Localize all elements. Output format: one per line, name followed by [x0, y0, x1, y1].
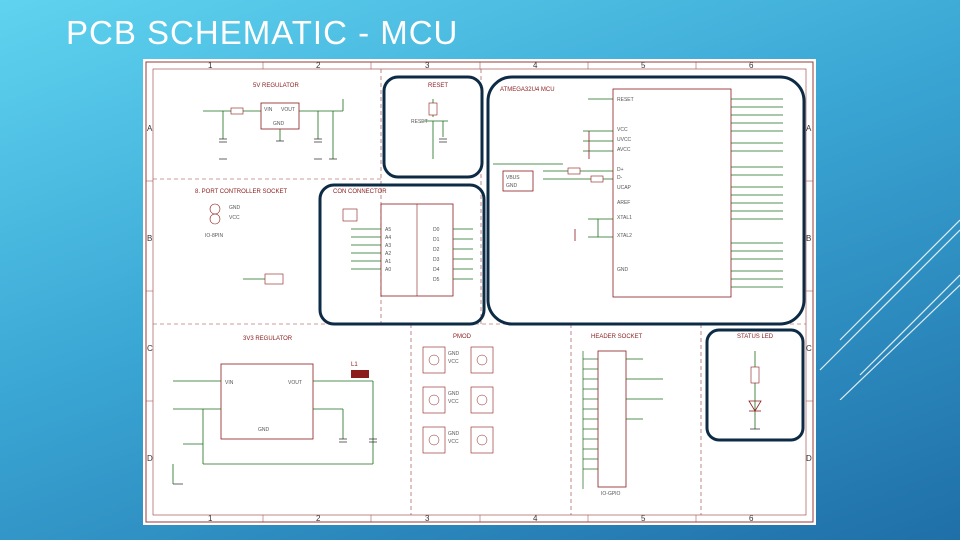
- pmod-gnd-3: GND: [448, 431, 460, 437]
- col-5-top: 5: [641, 61, 646, 70]
- row-a-left: A: [147, 124, 153, 133]
- mcu-dplus: D+: [617, 167, 624, 173]
- con-d1: D1: [433, 237, 440, 243]
- inductor-label: L1: [351, 362, 358, 368]
- highlight-mcu: [488, 77, 804, 324]
- port-vcc: VCC: [229, 215, 240, 221]
- con-d0: D0: [433, 227, 440, 233]
- col-3-top: 3: [425, 61, 430, 70]
- row-d-right: D: [806, 454, 812, 463]
- header-socket-title: HEADER SOCKET: [591, 334, 643, 340]
- reg-b-vin: VIN: [225, 380, 234, 386]
- mcu-xtal2: XTAL2: [617, 233, 632, 239]
- col-1-top: 1: [208, 61, 213, 70]
- col-5-bottom: 5: [641, 514, 646, 523]
- regulator-bottom-title: 3V3 REGULATOR: [243, 336, 293, 342]
- regulator-top-title: 5V REGULATOR: [253, 83, 299, 89]
- con-d4: D4: [433, 267, 440, 273]
- slide-title: PCB SCHEMATIC - MCU: [66, 14, 459, 51]
- mcu-reset: RESET: [617, 97, 634, 103]
- pmod-vcc-2: VCC: [448, 399, 459, 405]
- col-4-bottom: 4: [533, 514, 538, 523]
- port-controller-title: 8. PORT CONTROLLER SOCKET: [195, 189, 288, 195]
- col-2-bottom: 2: [316, 514, 321, 523]
- pmod-vcc-3: VCC: [448, 439, 459, 445]
- highlight-reset: [384, 77, 482, 177]
- reg-vout-label: VOUT: [281, 107, 295, 113]
- mcu-dminus: D-: [617, 175, 623, 181]
- con-a4: A4: [385, 235, 392, 241]
- col-6-top: 6: [749, 61, 754, 70]
- con-a0: A0: [385, 267, 392, 273]
- row-a-right: A: [806, 124, 812, 133]
- status-led-title: STATUS LED: [737, 334, 774, 340]
- mcu-vcc: VCC: [617, 127, 628, 133]
- col-1-bottom: 1: [208, 514, 213, 523]
- mcu-aref: AREF: [617, 200, 631, 206]
- pmod-vcc-1: VCC: [448, 359, 459, 365]
- reg-b-vout: VOUT: [288, 380, 302, 386]
- col-4-top: 4: [533, 61, 538, 70]
- con-d3: D3: [433, 257, 440, 263]
- con-d5: D5: [433, 277, 440, 283]
- port-gnd: GND: [229, 205, 241, 211]
- reg-b-gnd: GND: [258, 427, 270, 433]
- reset-title: RESET: [428, 83, 449, 89]
- mcu-ucap: UCAP: [617, 185, 631, 191]
- port-io-label: IO-8PIN: [205, 233, 224, 239]
- pmod-gnd-1: GND: [448, 351, 460, 357]
- col-2-top: 2: [316, 61, 321, 70]
- connector-title: CON CONNECTOR: [333, 189, 387, 195]
- highlight-status-led: [707, 330, 803, 440]
- usb-gnd: GND: [506, 183, 518, 189]
- reg-vin-label: VIN: [264, 107, 273, 113]
- col-3-bottom: 3: [425, 514, 430, 523]
- reset-pin-label: RESET: [411, 119, 428, 125]
- highlight-connector: [320, 185, 484, 324]
- mcu-avcc: AVCC: [617, 147, 631, 153]
- header-gpio-label: IO-GPIO: [601, 491, 621, 497]
- con-a5: A5: [385, 227, 392, 233]
- row-c-left: C: [147, 344, 153, 353]
- con-a1: A1: [385, 259, 392, 265]
- row-b-right: B: [806, 234, 812, 243]
- row-d-left: D: [147, 454, 153, 463]
- mcu-uvcc: UVCC: [617, 137, 632, 143]
- con-a2: A2: [385, 251, 392, 257]
- con-a3: A3: [385, 243, 392, 249]
- con-d2: D2: [433, 247, 440, 253]
- col-6-bottom: 6: [749, 514, 754, 523]
- mcu-xtal1: XTAL1: [617, 215, 632, 221]
- mcu-title: ATMEGA32U4 MCU: [500, 87, 555, 93]
- row-b-left: B: [147, 234, 153, 243]
- mcu-gnd: GND: [617, 267, 629, 273]
- usb-vbus: VBUS: [506, 175, 520, 181]
- row-c-right: C: [806, 344, 812, 353]
- pmod-gnd-2: GND: [448, 391, 460, 397]
- reg-gnd-label: GND: [273, 121, 285, 127]
- pmod-title: PMOD: [453, 334, 471, 340]
